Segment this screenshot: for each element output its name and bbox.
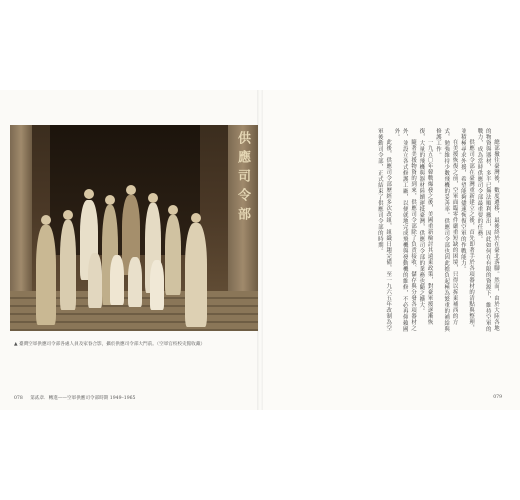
photo-person xyxy=(60,220,76,310)
photo-person xyxy=(36,225,56,325)
photo-person xyxy=(110,255,124,305)
photo-head xyxy=(41,215,51,225)
paragraph: 隨著美援物資的到來，供應司令部除了負責接收、儲存與分發各項器材之外，並設立各式修護工廠，以便就地完成飛機與發動機的維修，不必再仰賴國外。 xyxy=(393,128,417,332)
paragraph: 總部撤往臺灣後，數度遷移，最後終於在臺北落腳。然而，由於大陸各地的物資與器材，多半已無法順利撤出，因此如何在有限的資源下，維持空軍的戰力，成為當時供應司令部最重要的任務。 xyxy=(476,128,499,332)
photo-sign: 供應司令部 xyxy=(235,131,250,226)
historical-photo xyxy=(10,125,258,331)
paragraph: 在美援恢復之前，空軍面臨零件嚴重短缺的困境，只得以拆東補西的方式，勉強維持少數飛機的妥善率。供應司令部也因此擔負起極為繁重的補給與修護工作。 xyxy=(434,128,458,332)
photo-person xyxy=(150,260,164,310)
photo-head xyxy=(105,195,115,205)
photo-head xyxy=(126,185,136,195)
footer-left xyxy=(14,395,135,401)
right-page-number: 079 xyxy=(493,395,502,400)
photo-head xyxy=(63,210,73,220)
photo-person xyxy=(185,223,207,327)
photo-person xyxy=(128,257,142,307)
photo-head xyxy=(168,205,178,215)
paragraph: 一九五〇年韓戰爆發之後，美國重新檢討其遠東政策，對臺軍援逐漸恢復，大量的飛機與器材陸續運抵臺灣，供應司令部的業務也隨之擴大。 xyxy=(418,128,433,325)
photo-head xyxy=(191,213,201,223)
photo-head xyxy=(148,193,158,203)
photo-head xyxy=(84,189,94,199)
body-text xyxy=(376,128,500,336)
paragraph: 供應司令部在臺灣重新建立之後，首先即著手於各項器材的清點與整理，並積極尋求外援，希望能夠儘速恢復空軍的作戰能力。 xyxy=(459,128,475,331)
photo-caption: ▲ 臺灣空軍供應司令部各處人員及家眷合影，攝於供應司令部大門前。（空軍官校校史館收藏） xyxy=(14,342,206,347)
photo-person xyxy=(88,253,102,308)
paragraph: 此後，供應司令部歷經多次改組，組織日趨完備，至一九六五年改制為空軍後勤司令部，正式結束了供應司令部的時期。 xyxy=(376,128,392,331)
left-page-number: 078 xyxy=(14,396,23,401)
running-header: 第貳章．轉進——空軍供應司令部時期 1949–1965 xyxy=(30,396,136,401)
photo-person xyxy=(165,215,181,295)
